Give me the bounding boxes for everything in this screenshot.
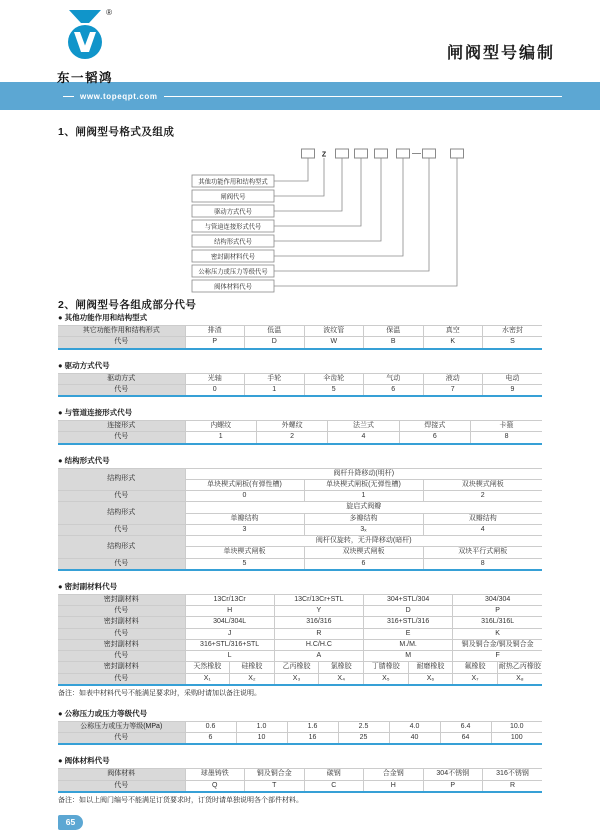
data-cell: 5	[304, 384, 364, 396]
code-tables	[58, 312, 542, 805]
data-cell: 10.0	[491, 721, 542, 732]
logo-icon	[61, 10, 109, 62]
data-cell: 外螺纹	[256, 421, 327, 432]
table-block	[58, 755, 542, 805]
data-cell: P	[185, 337, 245, 349]
data-cell: 光轴	[185, 373, 245, 384]
diagram-label: 公称压力或压力等级代号	[198, 268, 268, 276]
data-cell: 0	[185, 491, 304, 502]
table-title: ● 阀体材料代号	[58, 756, 110, 766]
data-cell: M./M.	[364, 639, 453, 650]
diagram-label: 与管道连接形式代号	[204, 223, 262, 231]
data-cell: 2	[256, 432, 327, 444]
data-cell: P	[423, 780, 483, 792]
data-cell: 铜及铜合金	[245, 769, 305, 780]
connector-line	[274, 158, 324, 196]
company-logo	[54, 10, 116, 86]
data-cell: 保温	[364, 326, 424, 337]
data-cell: 内螺纹	[185, 421, 256, 432]
data-cell: 耐磨橡胶	[408, 662, 453, 673]
data-cell: 8	[423, 558, 542, 570]
table-row	[58, 432, 542, 444]
data-cell: 6	[304, 558, 423, 570]
data-cell: H	[185, 606, 274, 617]
table-title: ● 与管道连接形式代号	[58, 408, 133, 417]
code-table	[58, 594, 542, 686]
band-rule-right	[164, 96, 562, 97]
format-code-box	[397, 149, 410, 158]
data-cell: W	[304, 337, 364, 349]
data-cell: J	[185, 628, 274, 639]
data-cell: 天然橡胶	[185, 662, 230, 673]
data-cell: M	[364, 651, 453, 662]
data-cell: 球墨铸铁	[185, 769, 245, 780]
table-row	[58, 373, 542, 384]
data-cell: 氯橡胶	[319, 662, 364, 673]
table-block	[58, 581, 542, 698]
data-cell: L	[185, 651, 274, 662]
data-cell: 手轮	[245, 373, 305, 384]
data-cell: Q	[185, 780, 245, 792]
data-cell: 7	[423, 384, 483, 396]
data-cell: 双块楔式闸板	[304, 547, 423, 558]
data-cell: E	[364, 628, 453, 639]
brand-name: 东一韬鸿	[56, 71, 113, 85]
valve-type-letter: Z	[321, 151, 327, 159]
data-cell: H	[364, 780, 424, 792]
data-cell: X₆	[408, 673, 453, 685]
table-row	[58, 384, 542, 396]
data-cell: X₅	[364, 673, 409, 685]
row-header-cell: 代号	[58, 780, 185, 792]
row-header-cell: 代号	[58, 491, 185, 502]
website-band	[0, 82, 600, 110]
data-cell: 阀杆升降移动(明杆)	[185, 468, 542, 479]
diagram-label: 密封副材料代号	[210, 253, 256, 261]
data-cell: 耐热乙丙橡胶	[497, 662, 542, 673]
table-block	[58, 708, 542, 746]
table-row	[58, 524, 542, 535]
data-cell: 40	[389, 733, 440, 745]
row-header-cell: 驱动方式	[58, 373, 185, 384]
data-cell: 阀杆仅旋转，无升降移动(暗杆)	[185, 536, 542, 547]
data-cell: 焊接式	[399, 421, 470, 432]
data-cell: 13Cr/13Cr+STL	[274, 594, 363, 605]
data-cell: 8	[471, 432, 542, 444]
data-cell: R	[483, 780, 543, 792]
data-cell: 5	[185, 558, 304, 570]
data-cell: 氟橡胶	[453, 662, 498, 673]
data-cell: 水密封	[483, 326, 543, 337]
data-cell: 1	[304, 491, 423, 502]
data-cell: D	[245, 337, 305, 349]
data-cell: S	[483, 337, 543, 349]
data-cell: F	[453, 651, 542, 662]
data-cell: X₃	[274, 673, 319, 685]
code-table	[58, 325, 542, 350]
row-header-cell: 密封副材料	[58, 594, 185, 605]
data-cell: K	[453, 628, 542, 639]
table-row	[58, 628, 542, 639]
data-cell: 铜及铜合金/铜及铜合金	[453, 639, 542, 650]
row-header-cell: 阀体材料	[58, 769, 185, 780]
page-header	[0, 0, 600, 85]
page-title: 闸阀型号编制	[446, 45, 555, 62]
table-title: ● 公称压力或压力等级代号	[58, 708, 148, 718]
table-row	[58, 721, 542, 732]
page-number-badge: 65	[58, 815, 83, 830]
format-code-box	[375, 149, 388, 158]
data-cell: 316/316	[274, 617, 363, 628]
table-block	[58, 360, 542, 398]
table-block	[58, 312, 542, 350]
row-header-cell: 结构形式	[58, 468, 185, 491]
diagram-label: 结构形式代号	[214, 238, 252, 246]
format-code-box	[355, 149, 368, 158]
table-row	[58, 662, 542, 673]
data-cell: Y	[274, 606, 363, 617]
section1-heading: 1、闸阀型号格式及组成	[58, 126, 175, 138]
diagram-label: 阀体材料代号	[214, 283, 252, 291]
row-header-cell: 结构形式	[58, 502, 185, 525]
row-header-cell: 密封副材料	[58, 617, 185, 628]
code-table	[58, 721, 542, 746]
table-row	[58, 769, 542, 780]
table-row	[58, 606, 542, 617]
row-header-cell: 密封副材料	[58, 662, 185, 673]
code-table	[58, 373, 542, 398]
table-note: 备注：如表中材料代号不能满足要求时，采购时请加以备注说明。	[58, 689, 261, 697]
table-row	[58, 468, 542, 479]
data-cell: 2.5	[338, 721, 389, 732]
data-cell: R	[274, 628, 363, 639]
data-cell: 316不锈钢	[483, 769, 543, 780]
data-cell: 4	[328, 432, 399, 444]
data-cell: 双瓣结构	[423, 513, 542, 524]
row-header-cell: 代号	[58, 384, 185, 396]
data-cell: 1	[245, 384, 305, 396]
table-title: ● 驱动方式代号	[58, 360, 110, 370]
data-cell: 16	[287, 733, 338, 745]
data-cell: 1.6	[287, 721, 338, 732]
row-header-cell: 其它功能作用和结构形式	[58, 326, 185, 337]
row-header-cell: 代号	[58, 558, 185, 570]
data-cell: 304L/304L	[185, 617, 274, 628]
page-body	[0, 124, 600, 830]
data-cell: 电动	[483, 373, 543, 384]
data-cell: 64	[440, 733, 491, 745]
row-header-cell: 代号	[58, 733, 185, 745]
diagram-label: 闸阀代号	[220, 193, 246, 201]
data-cell: X₇	[453, 673, 498, 685]
row-header-cell: 代号	[58, 673, 185, 685]
table-block	[58, 407, 542, 445]
format-code-box	[423, 149, 436, 158]
data-cell: 低温	[245, 326, 305, 337]
model-format-diagram	[0, 141, 600, 297]
format-code-box	[451, 149, 464, 158]
data-cell: 0	[185, 384, 245, 396]
table-row	[58, 733, 542, 745]
data-cell: 316+STL/316+STL	[185, 639, 274, 650]
table-block	[58, 455, 542, 571]
data-cell: P	[453, 606, 542, 617]
data-cell: 0.6	[185, 721, 236, 732]
data-cell: 3ₓ	[304, 524, 423, 535]
data-cell: 6.4	[440, 721, 491, 732]
data-cell: 13Cr/13Cr	[185, 594, 274, 605]
table-row	[58, 617, 542, 628]
diagram-label: 驱动方式代号	[214, 208, 252, 216]
data-cell: 丁腈橡胶	[364, 662, 409, 673]
row-header-cell: 连接形式	[58, 421, 185, 432]
data-cell: B	[364, 337, 424, 349]
data-cell: 液动	[423, 373, 483, 384]
data-cell: 4.0	[389, 721, 440, 732]
data-cell: 碳钢	[304, 769, 364, 780]
table-row	[58, 558, 542, 570]
row-header-cell: 结构形式	[58, 536, 185, 559]
band-rule-left	[63, 96, 74, 97]
data-cell: 多瓣结构	[304, 513, 423, 524]
data-cell: 硅橡胶	[230, 662, 275, 673]
table-row	[58, 502, 542, 513]
row-header-cell: 代号	[58, 651, 185, 662]
data-cell: 旋启式阀瓣	[185, 502, 542, 513]
data-cell: K	[423, 337, 483, 349]
data-cell: 单块楔式闸板(有弹性槽)	[185, 479, 304, 490]
table-row	[58, 337, 542, 349]
data-cell: 排渣	[185, 326, 245, 337]
data-cell: 1	[185, 432, 256, 444]
data-cell: 波纹管	[304, 326, 364, 337]
table-row	[58, 639, 542, 650]
table-row	[58, 491, 542, 502]
data-cell: 2	[423, 491, 542, 502]
data-cell: 100	[491, 733, 542, 745]
data-cell: 25	[338, 733, 389, 745]
data-cell: 真空	[423, 326, 483, 337]
code-table	[58, 420, 542, 445]
data-cell: 9	[483, 384, 543, 396]
table-title: ● 其他功能作用和结构型式	[58, 313, 148, 322]
table-row	[58, 536, 542, 547]
data-cell: 双块平行式闸板	[423, 547, 542, 558]
data-cell: 法兰式	[328, 421, 399, 432]
diagram-label: 其他功能作用和结构型式	[198, 178, 268, 186]
row-header-cell: 代号	[58, 524, 185, 535]
data-cell: 6	[185, 733, 236, 745]
data-cell: 伞齿轮	[304, 373, 364, 384]
table-title: ● 结构形式代号	[58, 455, 110, 465]
table-row	[58, 780, 542, 792]
data-cell: A	[274, 651, 363, 662]
data-cell: 气动	[364, 373, 424, 384]
data-cell: D	[364, 606, 453, 617]
data-cell: 双块楔式闸板	[423, 479, 542, 490]
data-cell: 卡箍	[471, 421, 542, 432]
data-cell: 6	[364, 384, 424, 396]
data-cell: C	[304, 780, 364, 792]
data-cell: X₄	[319, 673, 364, 685]
row-header-cell: 代号	[58, 432, 185, 444]
data-cell: 316+STL/316	[364, 617, 453, 628]
row-header-cell: 代号	[58, 606, 185, 617]
code-table	[58, 468, 542, 571]
data-cell: 单块楔式闸板(无弹性槽)	[304, 479, 423, 490]
table-row	[58, 594, 542, 605]
format-code-box	[302, 149, 315, 158]
data-cell: H.C/H.C	[274, 639, 363, 650]
data-cell: 3	[185, 524, 304, 535]
data-cell: 单瓣结构	[185, 513, 304, 524]
row-header-cell: 公称压力或压力等级(MPa)	[58, 721, 185, 732]
row-header-cell: 代号	[58, 628, 185, 639]
data-cell: 6	[399, 432, 470, 444]
data-cell: 单块楔式闸板	[185, 547, 304, 558]
data-cell: 316L/316L	[453, 617, 542, 628]
connector-line	[274, 158, 381, 241]
data-cell: 304+STL/304	[364, 594, 453, 605]
table-row	[58, 421, 542, 432]
table-row	[58, 673, 542, 685]
connector-line	[274, 158, 361, 226]
registered-trademark-icon: ®	[106, 8, 112, 17]
data-cell: X₂	[230, 673, 275, 685]
data-cell: 304/304	[453, 594, 542, 605]
website-url: www.topeqpt.com	[80, 91, 158, 101]
table-row	[58, 651, 542, 662]
data-cell: 304不锈钢	[423, 769, 483, 780]
connector-line	[274, 158, 429, 271]
data-cell: 4	[423, 524, 542, 535]
code-table	[58, 768, 542, 793]
table-title: ● 密封副材料代号	[58, 581, 118, 591]
data-cell: 乙丙橡胶	[274, 662, 319, 673]
data-cell: T	[245, 780, 305, 792]
section2-heading: 2、闸阀型号各组成部分代号	[58, 299, 197, 311]
data-cell: 1.0	[236, 721, 287, 732]
table-row	[58, 326, 542, 337]
row-header-cell: 代号	[58, 337, 185, 349]
connector-line	[274, 158, 457, 286]
row-header-cell: 密封副材料	[58, 639, 185, 650]
table-note: 备注：如以上阀门编号不能满足订货要求时，订货时请单独说明各个部件材料。	[58, 796, 303, 804]
data-cell: 合金钢	[364, 769, 424, 780]
data-cell: X₈	[497, 673, 542, 685]
data-cell: X₁	[185, 673, 230, 685]
connector-line	[274, 158, 308, 181]
data-cell: 10	[236, 733, 287, 745]
format-code-box	[336, 149, 349, 158]
